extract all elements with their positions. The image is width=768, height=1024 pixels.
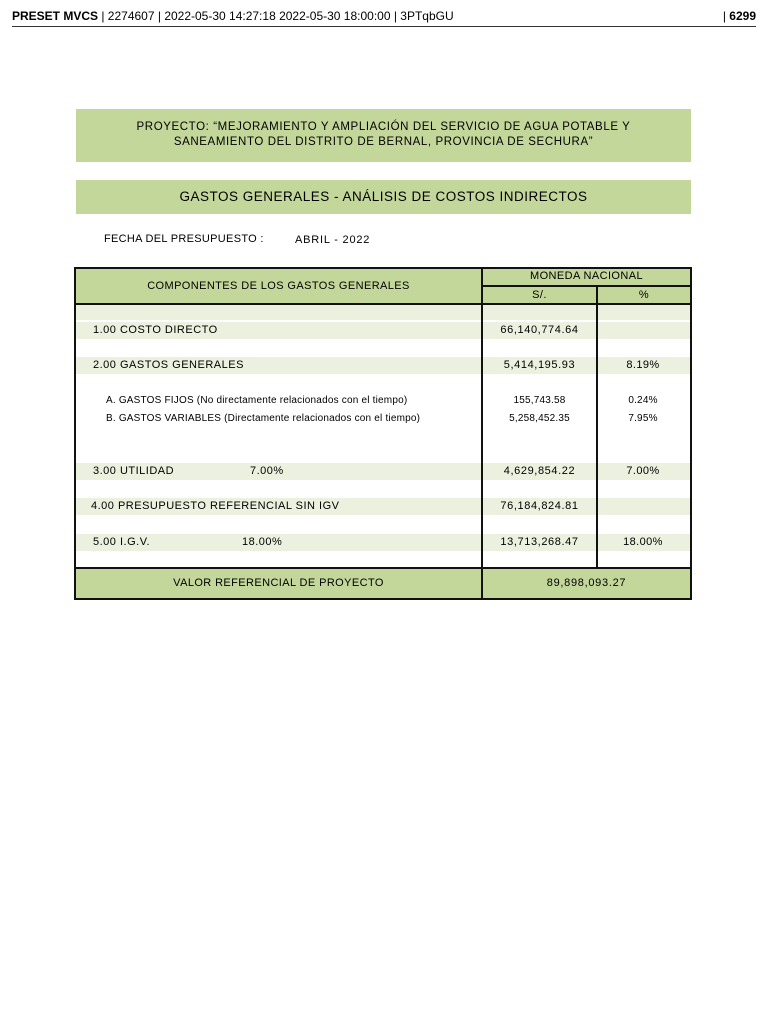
page-separator: | [722, 9, 726, 23]
row-utilidad-label: 3.00 UTILIDAD [93, 465, 175, 477]
section-title: GASTOS GENERALES - ANÁLISIS DE COSTOS INDIRECTOS [76, 180, 691, 214]
grid-line [481, 569, 483, 598]
row-utilidad-pct: 7.00% [626, 465, 660, 477]
header-info [12, 7, 454, 25]
row-igv-pct: 18.00% [623, 536, 663, 548]
row-igv-value: 13,713,268.47 [500, 536, 579, 548]
row-costo-directo-label: 1.00 COSTO DIRECTO [93, 324, 218, 336]
grid-line [481, 303, 483, 569]
cost-table [74, 267, 692, 600]
percent-header: % [638, 289, 650, 301]
row-gastos-variables-label: B. GASTOS VARIABLES (Directamente relacionados con el tiempo) [106, 413, 421, 424]
row-gastos-fijos-pct: 0.24% [628, 395, 658, 406]
currency-header: MONEDA NACIONAL [530, 270, 643, 282]
row-presupuesto-label: 4.00 PRESUPUESTO REFERENCIAL SIN IGV [91, 500, 340, 512]
row-gastos-generales-label: 2.00 GASTOS GENERALES [93, 359, 244, 371]
total-value: 89,898,093.27 [546, 577, 627, 589]
header-meta: | 2274607 | 2022-05-30 14:27:18 2022-05-30 18:00:00 | 3PTqbGU [101, 9, 454, 23]
document-header-bar [12, 6, 756, 27]
project-title-box [76, 109, 691, 162]
row-gastos-generales-value: 5,414,195.93 [503, 359, 576, 371]
row-igv-rate: 18.00% [242, 536, 283, 548]
page-number [723, 7, 756, 25]
row-presupuesto-value: 76,184,824.81 [500, 500, 579, 512]
project-title-line2: SANEAMIENTO DEL DISTRITO DE BERNAL, PROVINCIA DE SECHURA” [173, 136, 594, 148]
grid-line [76, 303, 690, 305]
row-igv-label: 5.00 I.G.V. [93, 536, 151, 548]
row-gastos-generales-pct: 8.19% [626, 359, 660, 371]
soles-header: S/. [532, 289, 547, 301]
page-number-value: 6299 [729, 9, 756, 23]
budget-date-value: ABRIL - 2022 [295, 234, 371, 246]
row-gastos-fijos-value: 155,743.58 [513, 395, 566, 406]
row-gastos-variables-pct: 7.95% [628, 413, 658, 424]
row-costo-directo-value: 66,140,774.64 [500, 324, 579, 336]
row-utilidad-value: 4,629,854.22 [503, 465, 576, 477]
brand-label: PRESET MVCS [12, 9, 99, 23]
budget-date-label: FECHA DEL PRESUPUESTO : [104, 233, 264, 245]
row-utilidad-rate: 7.00% [250, 465, 284, 477]
grid-line [481, 285, 690, 287]
grid-line [596, 285, 598, 569]
row-gastos-variables-value: 5,258,452.35 [509, 413, 570, 424]
total-label: VALOR REFERENCIAL DE PROYECTO [173, 577, 384, 589]
project-title-line1: PROYECTO: “MEJORAMIENTO Y AMPLIACIÓN DEL SERVICIO DE AGUA POTABLE Y [136, 121, 631, 133]
row-gastos-fijos-label: A. GASTOS FIJOS (No directamente relacionados con el tiempo) [106, 395, 408, 406]
components-header: COMPONENTES DE LOS GASTOS GENERALES [147, 280, 410, 292]
grid-line [76, 567, 690, 569]
